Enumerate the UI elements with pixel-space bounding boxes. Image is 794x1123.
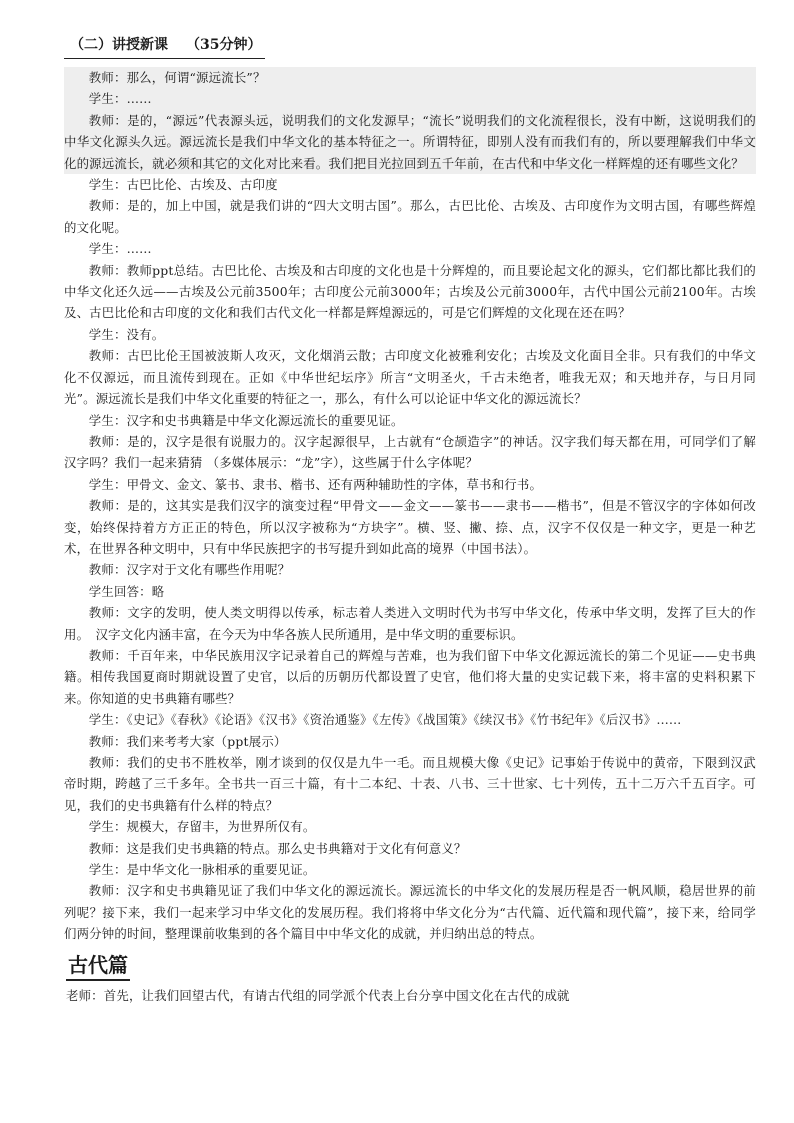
paragraph: 学生：没有。 [88,326,165,342]
paragraph: 教师：我们来考考大家（ppt展示） [88,733,287,749]
paragraph: 学生：规模大，存留丰，为世界所仅有。 [88,819,316,835]
document-page [64,34,756,1006]
paragraph: 教师：我们的史书不胜枚举，刚才谈到的仅仅是九牛一毛。而且规模大像《史记》记事始于传说中的黄帝，下限到汉武帝时期，跨越了三千多年。全书共一百三十篇，有十二本纪、十表、八书、三十世家、七十列传，五十二万六千五百字。可见，我们的史书典籍有什么样的特点？ [64,755,756,813]
paragraph: 教师：是的，“源远”代表源头远，说明我们的文化发源早；“流长”说明我们的文化流程很长，没有中断，这说明我们的中华文化源头久远。源远流长是我们中华文化的基本特征之一。所谓特征，即别人没有而我们有的，所以要理解我们中华文化的源远流长，就必须和其它的文化对比来看。我们把目光拉回到五千年前，在古代和中华文化一样辉煌的还有哪些文化？ [64,112,756,171]
section-heading [64,34,265,59]
paragraph: 学生回答：略 [88,583,165,599]
paragraph: 教师：汉字对于文化有哪些作用呢？ [88,562,291,578]
paragraph: 教师：是的，加上中国，就是我们讲的“四大文明古国”。那么，古巴比伦、古埃及、古印度作为文明古国，有哪些辉煌的文化呢。 [64,198,756,235]
body-text [64,174,756,945]
paragraph: 学生：古巴比伦、古埃及、古印度 [88,177,278,193]
shaded-block [64,67,756,174]
paragraph: 学生：是中华文化一脉相承的重要见证。 [88,862,316,878]
paragraph: 教师：教师ppt总结。古巴比伦、古埃及和古印度的文化也是十分辉煌的，而且要论起文化的源头，它们都比都比我们的中华文化还久远——古埃及公元前3500年；古印度公元前3000年；古埃及公元前3000年，古代中国公元前2100年。古埃及、古巴比伦和古印度的文化和我们古代文化一样都是辉煌源远的，可是它们辉煌的文化现在还在吗？ [64,262,756,321]
paragraph: 教师：汉字和史书典籍见证了我们中华文化的源远流长。源远流长的中华文化的发展历程是否一帆风顺，稳居世界的前列呢？接下来，我们一起来学习中华文化的发展历程。我们将将中华文化分为“古代篇、近代篇和现代篇”，接下来，给同学们两分钟的时间，整理课前收集到的各个篇目中中华文化的成就，并归纳出总的特点。 [64,883,756,942]
ancient-section-heading: 古代篇 [66,951,130,981]
paragraph: 学生：甲骨文、金文、篆书、隶书、楷书、还有两种辅助性的字体，草书和行书。 [88,476,543,492]
paragraph: 教师：是的，汉字是很有说服力的。汉字起源很早，上古就有“仓颉造字”的神话。汉字我们每天都在用，可同学们了解汉字吗？我们一起来猜猜 （多媒体展示：“龙”字），这些属于什么字体呢？ [64,433,756,471]
paragraph: 教师：千百年来，中华民族用汉字记录着自己的辉煌与苦难，也为我们留下中华文化源远流长的第二个见证——史书典籍。相传我国夏商时期就设置了史官，以后的历朝历代都设置了史官，他们将大量的史实记载下来，将丰富的史料积累下来。你知道的史书典籍有哪些？ [64,647,756,706]
paragraph: 学生：…… [88,241,152,257]
paragraph: 教师：古巴比伦王国被波斯人攻灭，文化烟消云散；古印度文化被雅利安化；古埃及文化面目全非。只有我们的中华文化不仅源远，而且流传到现在。正如《中华世纪坛序》所言“文明圣火，千古未绝者，唯我无双；和天地并存，与日月同光”。源远流长是我们中华文化重要的特征之一，那么，有什么可以论证中华文化的源远流长？ [64,348,756,407]
paragraph: 学生：…… [88,91,152,107]
paragraph: 教师：是的，这其实是我们汉字的演变过程“甲骨文——金文——篆书——隶书——楷书”，但是不管汉字的字体如何改变，始终保持着方方正正的特色，所以汉字被称为“方块字”。横、竖、撇、捺、点，汉字不仅仅是一种文字，更是一种艺术，在世界各种文明中，只有中华民族把字的书写提升到如此高的境界（中国书法）。 [64,498,756,556]
paragraph: 学生：《史记》《春秋》《论语》《汉书》《资治通鉴》《左传》《战国策》《续汉书》《竹书纪年》《后汉书》…… [88,712,682,728]
section-title: （二）讲授新课 [70,37,168,53]
section-time: （35分钟） [186,37,262,53]
paragraph: 教师：这是我们史书典籍的特点。那么史书典籍对于文化有何意义？ [88,840,467,856]
ancient-paragraph: 老师：首先，让我们回望古代，有请古代组的同学派个代表上台分享中国文化在古代的成就 [66,987,570,1003]
paragraph: 教师：文字的发明，使人类文明得以传承，标志着人类进入文明时代为书写中华文化，传承中华文明，发挥了巨大的作用。 汉字文化内涵丰富，在今天为中华各族人民所通用，是中华文明的重要标识。 [64,605,756,642]
paragraph: 学生：汉字和史书典籍是中华文化源远流长的重要见证。 [88,412,404,428]
paragraph: 教师：那么，何谓“源远流长”？ [88,70,266,85]
